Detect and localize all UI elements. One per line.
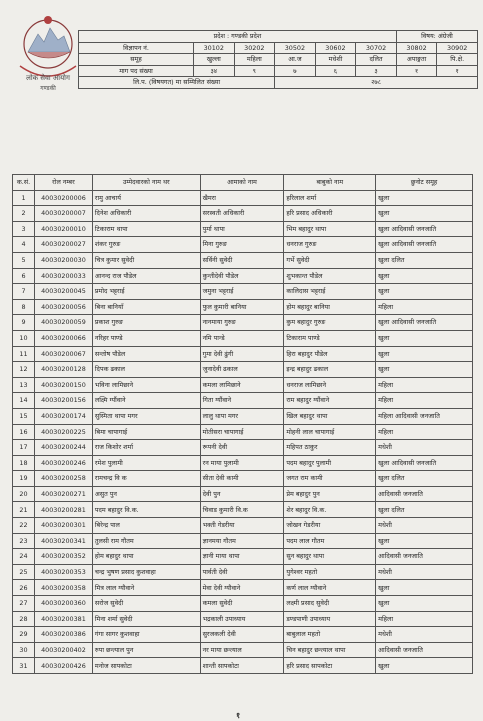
ad-no-cell: 30502 <box>275 42 316 54</box>
svg-text:गण्डकी: गण्डकी <box>40 85 56 92</box>
cell-father: धनराज लामिछाने <box>284 377 376 393</box>
cell-mother: जुनादेवी ढकाल <box>200 362 284 378</box>
cell-group: आदिवासी जनजाति <box>376 549 473 565</box>
table-row <box>13 627 473 643</box>
table-row <box>13 237 473 253</box>
table-row <box>13 284 473 300</box>
cell-roll: 40030200281 <box>34 502 92 518</box>
posts-cell: ३ <box>356 65 397 77</box>
cell-name: टिकाराम थापा <box>92 221 200 237</box>
svg-text:लोक सेवा आयोग: लोक सेवा आयोग <box>26 74 70 82</box>
cell-roll: 40030200353 <box>34 564 92 580</box>
col-header-roll: रोल नम्बर <box>34 175 92 191</box>
cell-mother: सुरजकली देवी <box>200 627 284 643</box>
table-row <box>13 206 473 222</box>
posts-cell: ९ <box>234 65 275 77</box>
cell-sn: 10 <box>13 330 35 346</box>
cell-name: पदम बहादुर वि.क. <box>92 502 200 518</box>
cell-group: खुला दलित <box>376 502 473 518</box>
table-row <box>13 642 473 658</box>
cell-name: मनोज सापकोटा <box>92 658 200 674</box>
subject-label: विषय: अंग्रेजी <box>396 31 477 43</box>
cell-mother: नमि पान्डे <box>200 330 284 346</box>
table-row <box>13 502 473 518</box>
cell-mother: नानमाया गुरुङ <box>200 315 284 331</box>
cell-mother: मेवा देवी ग्यौवाने <box>200 580 284 596</box>
cell-father: इन्द्र बहादुर ढकाल <box>284 362 376 378</box>
cell-sn: 19 <box>13 471 35 487</box>
cell-sn: 24 <box>13 549 35 565</box>
cell-father: डण्डपाणी उपाध्याय <box>284 611 376 627</box>
posts-cell: ३४ <box>194 65 235 77</box>
cell-name: होम बहादुर थापा <box>92 549 200 565</box>
cell-group: खुला <box>376 284 473 300</box>
cell-group: खुला <box>376 190 473 206</box>
summary-row-province <box>79 31 478 43</box>
cell-sn: 23 <box>13 533 35 549</box>
table-row <box>13 252 473 268</box>
cell-father: लक्ष्मी प्रसाद सुवेदी <box>284 596 376 612</box>
cell-father: धनराज गुरुङ <box>284 237 376 253</box>
cell-father: कालिदास भट्टराई <box>284 284 376 300</box>
cell-father: टिकाराम पाण्डे <box>284 330 376 346</box>
group-cell: मधेशी <box>315 54 356 66</box>
cell-mother: सरस्वती अधिकारी <box>200 206 284 222</box>
table-row <box>13 580 473 596</box>
cell-name: बिमा चापागाई <box>92 424 200 440</box>
cell-roll: 40030200007 <box>34 206 92 222</box>
cell-mother: रूपनी देवी <box>200 440 284 456</box>
table-row <box>13 315 473 331</box>
cell-roll: 40030200067 <box>34 346 92 362</box>
cell-name: सुस्मिता थापा मगर <box>92 408 200 424</box>
cell-group: महिला <box>376 393 473 409</box>
cell-sn: 1 <box>13 190 35 206</box>
cell-mother: ज्ञानमया गौतम <box>200 533 284 549</box>
cell-roll: 40030200426 <box>34 658 92 674</box>
summary-row-ad-numbers <box>79 42 478 54</box>
cell-sn: 11 <box>13 346 35 362</box>
cell-mother: कमला लामिछाने <box>200 377 284 393</box>
cell-mother: सर्विनी सुवेदी <box>200 252 284 268</box>
cell-mother: मोतीसरा चापागाई <box>200 424 284 440</box>
cell-mother: देवी पुन <box>200 486 284 502</box>
cell-mother: गुमा देवी ढुंगी <box>200 346 284 362</box>
table-row <box>13 393 473 409</box>
summary-row-groups <box>79 54 478 66</box>
cell-name: दिपक ढकाल <box>92 362 200 378</box>
cell-roll: 40030200360 <box>34 596 92 612</box>
cell-father: पदम बहादुर पुलामी <box>284 455 376 471</box>
cell-father: हरि प्रसाद सापकोटा <box>284 658 376 674</box>
cell-sn: 26 <box>13 580 35 596</box>
cell-name: असुत पुन <box>92 486 200 502</box>
cell-sn: 29 <box>13 627 35 643</box>
cell-sn: 15 <box>13 408 35 424</box>
cell-group: आदिवासी जनजाति <box>376 642 473 658</box>
col-header-father: बाबुको नाम <box>284 175 376 191</box>
cell-roll: 40030200381 <box>34 611 92 627</box>
cell-mother: चिवाड कुमारी वि.क <box>200 502 284 518</box>
candidates-label: लि.प. (विषयगत) मा सम्मिलित संख्या <box>79 77 275 89</box>
table-row <box>13 408 473 424</box>
cell-sn: 9 <box>13 315 35 331</box>
cell-sn: 5 <box>13 252 35 268</box>
cell-name: शंकर गुरुङ <box>92 237 200 253</box>
cell-group: खुला <box>376 268 473 284</box>
table-row <box>13 362 473 378</box>
cell-name: चित्र कुमार सुवेदी <box>92 252 200 268</box>
cell-name: लक्ष्मि ग्यौंवाने <box>92 393 200 409</box>
cell-name: बिना बानियाँ <box>92 299 200 315</box>
table-row <box>13 564 473 580</box>
group-cell: दलित <box>356 54 397 66</box>
cell-mother: लालु थापा मगर <box>200 408 284 424</box>
cell-group: खुला <box>376 596 473 612</box>
cell-father: गर्भे सुवेदी <box>284 252 376 268</box>
ad-no-cell: 30102 <box>194 42 235 54</box>
cell-group: मधेशी <box>376 440 473 456</box>
cell-father: हरि प्रसाद अधिकारी <box>284 206 376 222</box>
cell-father: सुन बहादुर थापा <box>284 549 376 565</box>
cell-sn: 27 <box>13 596 35 612</box>
cell-roll: 40030200027 <box>34 237 92 253</box>
cell-roll: 40030200006 <box>34 190 92 206</box>
cell-roll: 40030200358 <box>34 580 92 596</box>
table-row <box>13 486 473 502</box>
cell-sn: 14 <box>13 393 35 409</box>
group-cell: महिला <box>234 54 275 66</box>
table-row <box>13 268 473 284</box>
province-label: प्रदेश : गण्डकी प्रदेश <box>79 31 397 43</box>
summary-row-candidates <box>79 77 478 89</box>
cell-roll: 40030200066 <box>34 330 92 346</box>
cell-name: सरोज सुवेदी <box>92 596 200 612</box>
cell-sn: 25 <box>13 564 35 580</box>
table-row <box>13 330 473 346</box>
cell-group: खुला <box>376 533 473 549</box>
group-cell: खुल्ला <box>194 54 235 66</box>
cell-group: मधेशी <box>376 564 473 580</box>
cell-sn: 12 <box>13 362 35 378</box>
cell-group: खुला <box>376 206 473 222</box>
cell-father: कुम बहादुर गुरुङ <box>284 315 376 331</box>
cell-group: महिला <box>376 424 473 440</box>
cell-mother: खैमरा <box>200 190 284 206</box>
table-header-row <box>13 175 473 191</box>
cell-roll: 40030200150 <box>34 377 92 393</box>
candidates-count: २७८ <box>275 77 478 89</box>
cell-group: खुला आदिवासी जनजाति <box>376 237 473 253</box>
cell-name: प्रमोद भट्टराई <box>92 284 200 300</box>
col-header-name: उम्मेदवारको नाम थर <box>92 175 200 191</box>
cell-mother: रन माया पुलामी <box>200 455 284 471</box>
cell-father: शुभकान्त पौडेल <box>284 268 376 284</box>
cell-roll: 40030200225 <box>34 424 92 440</box>
table-row <box>13 549 473 565</box>
col-header-group: छुनोट समूह <box>376 175 473 191</box>
cell-sn: 4 <box>13 237 35 253</box>
page-number: १ <box>236 711 241 720</box>
cell-group: महिला <box>376 299 473 315</box>
cell-sn: 18 <box>13 455 35 471</box>
cell-mother: भक्ती गेडरीया <box>200 518 284 534</box>
cell-group: खुला आदिवासी जनजाति <box>376 221 473 237</box>
cell-roll: 40030200352 <box>34 549 92 565</box>
cell-mother: सीता देवी कामी <box>200 471 284 487</box>
summary-row-posts <box>79 65 478 77</box>
cell-sn: 17 <box>13 440 35 456</box>
ad-no-cell: 30202 <box>234 42 275 54</box>
cell-father: होम बहादुर बानिया <box>284 299 376 315</box>
cell-father: जगत राम कामी <box>284 471 376 487</box>
table-row <box>13 455 473 471</box>
table-row <box>13 190 473 206</box>
cell-roll: 40030200301 <box>34 518 92 534</box>
cell-roll: 40030200402 <box>34 642 92 658</box>
cell-name: रामु आचार्य <box>92 190 200 206</box>
cell-roll: 40030200030 <box>34 252 92 268</box>
table-row <box>13 346 473 362</box>
ad-no-cell: 30602 <box>315 42 356 54</box>
cell-group: मधेशी <box>376 627 473 643</box>
cell-group: खुला <box>376 362 473 378</box>
cell-father: कर्ण लाल ग्यौवाने <box>284 580 376 596</box>
ad-no-cell: 30902 <box>437 42 478 54</box>
table-row <box>13 221 473 237</box>
cell-group: मधेशी <box>376 518 473 534</box>
posts-label: माग पद संख्या <box>79 65 194 77</box>
cell-sn: 22 <box>13 518 35 534</box>
cell-mother: जमुना भट्टराई <box>200 284 284 300</box>
group-cell: पि.क्षे. <box>437 54 478 66</box>
cell-name: प्रकाश गुरुङ <box>92 315 200 331</box>
cell-group: महिला आदिवासी जनजाति <box>376 408 473 424</box>
cell-name: आनन्द राज पौडेल <box>92 268 200 284</box>
cell-father: जोखन गेडरीया <box>284 518 376 534</box>
posts-cell: १ <box>437 65 478 77</box>
cell-name: भविना लामिछाने <box>92 377 200 393</box>
cell-father: हिरा बहादुर पौडेल <box>284 346 376 362</box>
cell-sn: 7 <box>13 284 35 300</box>
cell-roll: 40030200128 <box>34 362 92 378</box>
cell-sn: 16 <box>13 424 35 440</box>
cell-sn: 31 <box>13 658 35 674</box>
cell-name: मित्र लाल ग्यौवाने <box>92 580 200 596</box>
cell-sn: 8 <box>13 299 35 315</box>
cell-roll: 40030200341 <box>34 533 92 549</box>
cell-name: मिना शर्मा सुवेदी <box>92 611 200 627</box>
cell-name: दिनेश अधिकारी <box>92 206 200 222</box>
cell-roll: 40030200258 <box>34 471 92 487</box>
table-row <box>13 611 473 627</box>
table-row <box>13 377 473 393</box>
cell-group: खुला दलित <box>376 471 473 487</box>
cell-roll: 40030200045 <box>34 284 92 300</box>
table-row <box>13 440 473 456</box>
cell-roll: 40030200156 <box>34 393 92 409</box>
cell-group: खुला <box>376 658 473 674</box>
ad-no-cell: 30802 <box>396 42 437 54</box>
cell-sn: 6 <box>13 268 35 284</box>
cell-roll: 40030200033 <box>34 268 92 284</box>
cell-father: राम बहादुर ग्यौंवाने <box>284 393 376 409</box>
cell-name: राज किशोर शर्मा <box>92 440 200 456</box>
cell-name: रुपा छन्त्याल पुन <box>92 642 200 658</box>
cell-mother: पुर्मा थापा <box>200 221 284 237</box>
cell-name: चन्द्र भुषण प्रसाद कुशवाहा <box>92 564 200 580</box>
cell-mother: कमला सुवेदी <box>200 596 284 612</box>
cell-father: शेर बहादुर वि.क. <box>284 502 376 518</box>
cell-sn: 28 <box>13 611 35 627</box>
cell-group: महिला <box>376 377 473 393</box>
cell-name: नरिहर पाण्डे <box>92 330 200 346</box>
table-row <box>13 533 473 549</box>
cell-group: खुला <box>376 330 473 346</box>
group-cell: आ.ज <box>275 54 316 66</box>
group-label: समूह <box>79 54 194 66</box>
cell-father: हरिलाल शर्मा <box>284 190 376 206</box>
cell-name: गंगा सागर कुशवाहा <box>92 627 200 643</box>
cell-mother: ज्ञानी माया थापा <box>200 549 284 565</box>
posts-cell: ६ <box>315 65 356 77</box>
cell-mother: गिता ग्यौंवाने <box>200 393 284 409</box>
cell-sn: 13 <box>13 377 35 393</box>
cell-father: प्रेम बहादुर पुन <box>284 486 376 502</box>
posts-cell: ७ <box>275 65 316 77</box>
cell-father: बाबुलाल महतो <box>284 627 376 643</box>
cell-mother: कुन्तीदेवी पौडेल <box>200 268 284 284</box>
col-header-sn: क.सं. <box>13 175 35 191</box>
cell-group: खुला आदिवासी जनजाति <box>376 455 473 471</box>
cell-father: महिपत ठाकुर <box>284 440 376 456</box>
cell-sn: 3 <box>13 221 35 237</box>
cell-group: खुला <box>376 346 473 362</box>
ad-no-cell: 30702 <box>356 42 397 54</box>
cell-father: खिल बहादुर थापा <box>284 408 376 424</box>
table-row <box>13 471 473 487</box>
cell-group: आदिवासी जनजाति <box>376 486 473 502</box>
cell-sn: 20 <box>13 486 35 502</box>
table-row <box>13 424 473 440</box>
cell-name: रामचन्द्र वि क <box>92 471 200 487</box>
cell-roll: 40030200056 <box>34 299 92 315</box>
cell-roll: 40030200010 <box>34 221 92 237</box>
cell-name: सन्तोष पौडेल <box>92 346 200 362</box>
cell-mother: मिना गुरुङ <box>200 237 284 253</box>
cell-father: चिन बहादुर छन्त्याल थापा <box>284 642 376 658</box>
cell-roll: 40030200271 <box>34 486 92 502</box>
cell-sn: 30 <box>13 642 35 658</box>
table-row <box>13 518 473 534</box>
cell-group: खुला दलित <box>376 252 473 268</box>
cell-group: खुला <box>376 580 473 596</box>
cell-roll: 40030200246 <box>34 455 92 471</box>
group-cell: अपाङ्गता <box>396 54 437 66</box>
cell-mother: फुल कुमारी बानिया <box>200 299 284 315</box>
cell-mother: नर माया छन्त्याल <box>200 642 284 658</box>
col-header-mother: आमाको नाम <box>200 175 284 191</box>
cell-name: रमेश पुलामी <box>92 455 200 471</box>
posts-cell: १ <box>396 65 437 77</box>
cell-father: भिम बहादुर थापा <box>284 221 376 237</box>
cell-roll: 40030200386 <box>34 627 92 643</box>
cell-group: खुला आदिवासी जनजाति <box>376 315 473 331</box>
cell-mother: शान्ती सापकोटा <box>200 658 284 674</box>
vacancy-summary-table <box>78 30 478 89</box>
table-row <box>13 299 473 315</box>
cell-sn: 2 <box>13 206 35 222</box>
ad-no-label: विज्ञापन नं. <box>79 42 194 54</box>
cell-roll: 40030200244 <box>34 440 92 456</box>
cell-group: महिला <box>376 611 473 627</box>
cell-name: तुलसी राम गौतम <box>92 533 200 549</box>
cell-mother: पार्वती देवी <box>200 564 284 580</box>
cell-mother: भद्रकाली उपाध्याय <box>200 611 284 627</box>
cell-name: बिरेन्द्र पाल <box>92 518 200 534</box>
candidate-list-table <box>12 174 473 674</box>
cell-sn: 21 <box>13 502 35 518</box>
cell-father: युगेश्वर महतो <box>284 564 376 580</box>
cell-father: मोहनी लाल चापागाई <box>284 424 376 440</box>
cell-roll: 40030200174 <box>34 408 92 424</box>
cell-roll: 40030200059 <box>34 315 92 331</box>
cell-father: पदम लाल गौतम <box>284 533 376 549</box>
table-row <box>13 596 473 612</box>
table-row <box>13 658 473 674</box>
